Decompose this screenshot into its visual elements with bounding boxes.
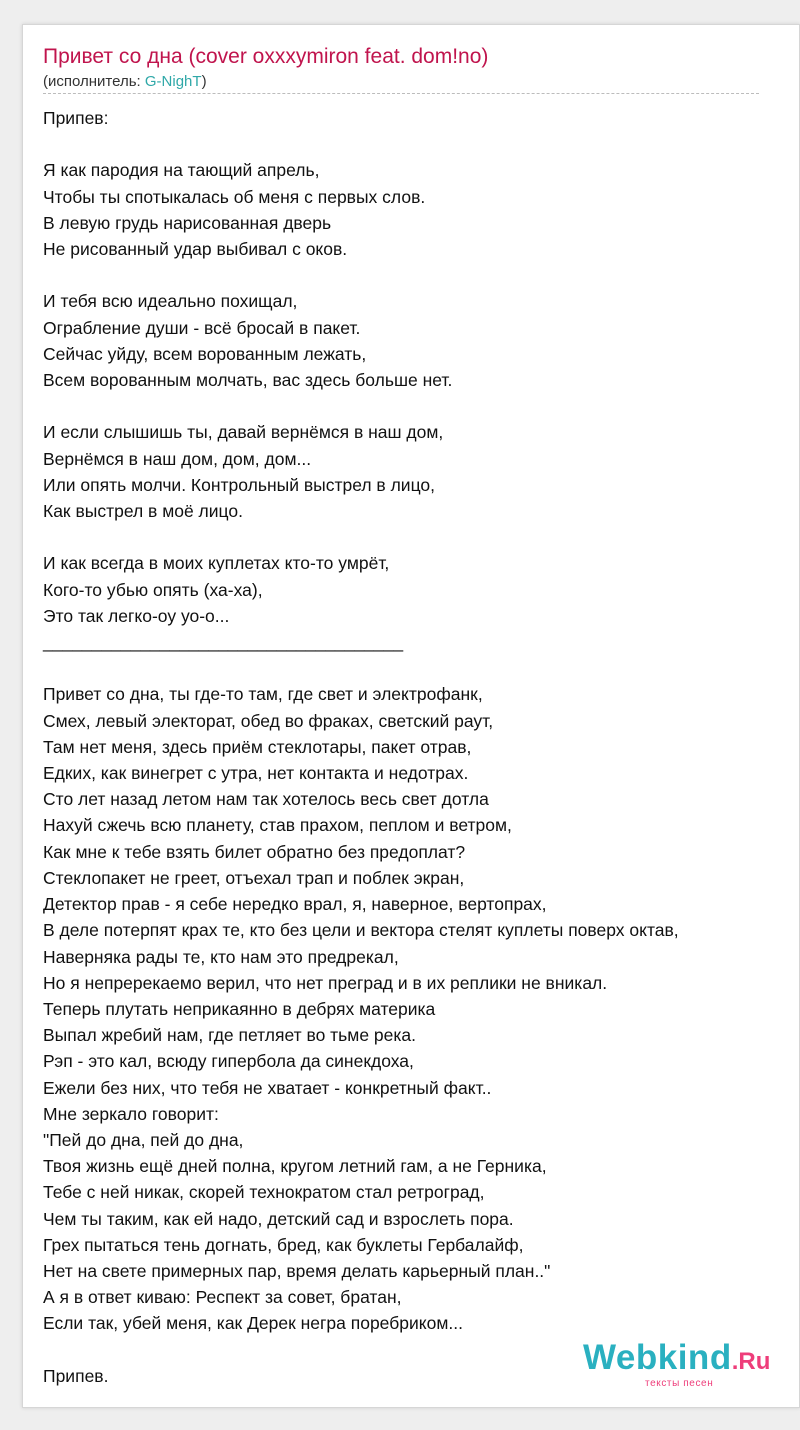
song-title: Привет со дна (cover oxxxymiron feat. dom!no) — [43, 45, 489, 68]
site-logo[interactable] — [583, 1338, 771, 1389]
artist-suffix: ) — [201, 73, 207, 90]
artist-prefix: (исполнитель: — [43, 73, 145, 90]
artist-line — [43, 73, 207, 90]
lyrics-text: Припев: Я как пародия на тающий апрель, Чтобы ты спотыкалась об меня с первых слов. В левую грудь нарисованная дверь Не рисованный удар выбивал с оков. И тебя всю идеально похищал, Ограбление души - всё бросай в пакет. Сейчас уйду, всем ворованным лежать, Всем ворованным молчать, вас здесь больше нет. И если слышишь ты, давай вернёмся в наш дом, Вернёмся в наш дом, дом, дом... Или опять молчи. Контрольный выстрел в лицо, Как выстрел в моё лицо. И как всегда в моих куплетах кто-то умрёт, Кого-то убью опять (ха-ха), Это так легко-оу уо-о... _____________________________________ Привет со дна, ты где-то там, где свет и электрофанк, Смех, левый электорат, обед во фраках, светский раут, Там нет меня, здесь приём стеклотары, пакет отрав, Едких, как винегрет с утра, нет контакта и недотрах. Сто лет назад летом нам так хотелось весь свет дотла Нахуй сжечь всю планету, став прахом, пеплом и ветром, Как мне к тебе взять билет обратно без предоплат? Стеклопакет не греет, отъехал трап и поблек экран, Детектор прав - я себе нередко врал, я, наверное, вертопрах, В деле потерпят крах те, кто без цели и вектора стелят куплеты поверх октав, Наверняка рады те, кто нам это предрекал, Но я непререкаемо верил, что нет преград и в их реплики не вникал. Теперь плутать неприкаянно в дебрях материка Выпал жребий нам, где петляет во тьме река. Рэп - это кал, всюду гипербола да синекдоха, Ежели без них, что тебя не хватает - конкретный факт.. Мне зеркало говорит: "Пей до дна, пей до дна, Твоя жизнь ещё дней полна, кругом летний гам, а не Герника, Тебе с ней никак, скорей технократом стал ретроград, Чем ты таким, как ей надо, детский сад и взрослеть пора. Грех пытаться тень догнать, бред, как буклеты Гербалайф, Нет на свете примерных пар, время делать карьерный план.." А я в ответ киваю: Респект за совет, братан, Если так, убей меня, как Дерек негра поребриком... Припев. — [43, 108, 679, 1386]
logo-main: Webkind — [583, 1338, 732, 1377]
artist-link[interactable]: G-NighT — [144, 73, 202, 90]
lyrics-card — [22, 24, 800, 1408]
logo-tagline: тексты песен — [645, 1378, 714, 1389]
logo-suffix: .Ru — [731, 1348, 771, 1375]
title-divider — [43, 93, 759, 94]
